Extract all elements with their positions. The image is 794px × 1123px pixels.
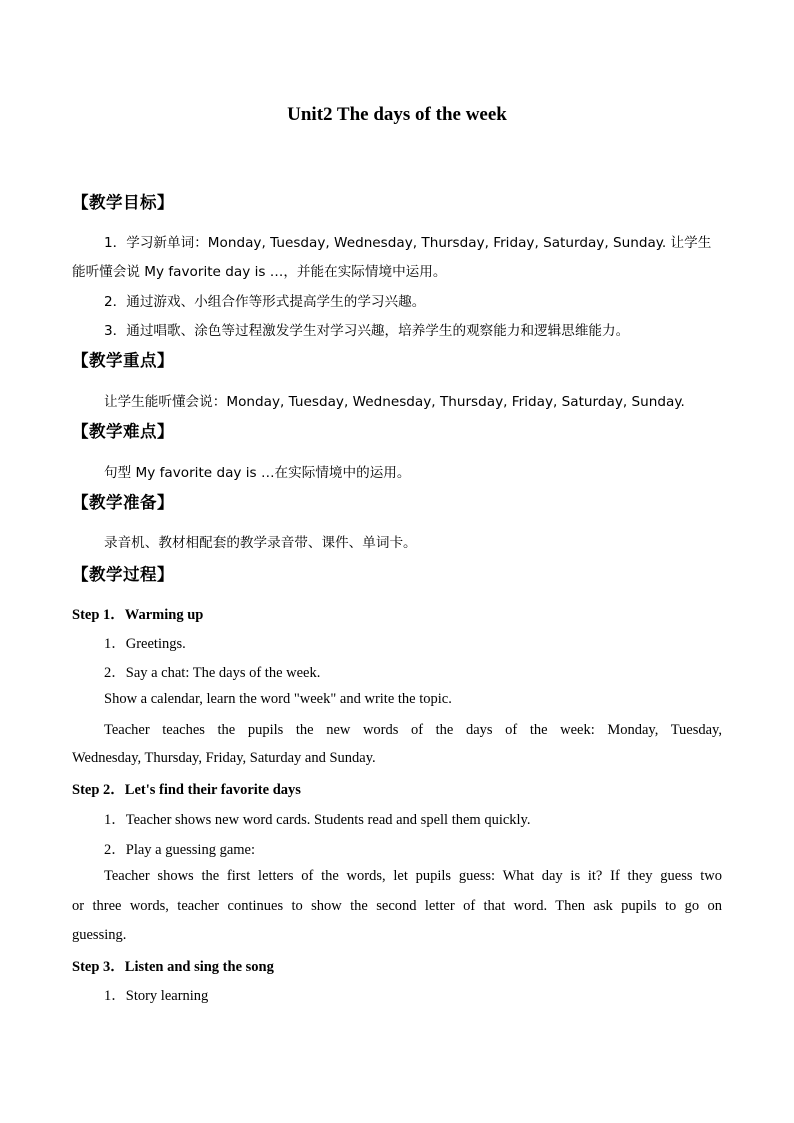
step1-para2-line1: Teacher teaches the pupils the new words of the days of the week: Monday, Tuesday, — [104, 722, 722, 738]
section-heading-goals: 【教学目标】 — [72, 193, 174, 212]
step1-para2-line2: Wednesday, Thursday, Friday, Saturday and Sunday. — [72, 750, 376, 766]
step1-title: Step 1．Warming up — [72, 607, 204, 623]
step1-para1: Show a calendar, learn the word "week" and write the topic. — [104, 691, 452, 707]
key-points-text: 让学生能听懂会说：Monday, Tuesday, Wednesday, Thursday, Friday, Saturday, Sunday. — [104, 394, 685, 410]
step3-title: Step 3．Listen and sing the song — [72, 959, 274, 975]
goals-item2: 2．通过游戏、小组合作等形式提高学生的学习兴趣。 — [104, 294, 426, 310]
section-heading-preparation: 【教学准备】 — [72, 493, 174, 512]
step2-item2: 2．Play a guessing game: — [104, 842, 256, 858]
goals-item1-line2: 能听懂会说 My favorite day is …，并能在实际情境中运用。 — [72, 264, 447, 280]
step2-title: Step 2．Let's find their favorite days — [72, 782, 301, 798]
step2-para-line2: or three words, teacher continues to show the second letter of that word. Then ask pupils to go on — [72, 898, 722, 914]
goals-item3: 3．通过唱歌、涂色等过程激发学生对学习兴趣，培养学生的观察能力和逻辑思维能力。 — [104, 323, 630, 339]
section-heading-process: 【教学过程】 — [72, 565, 174, 584]
section-heading-key-points: 【教学重点】 — [72, 351, 174, 370]
step1-item1: 1．Greetings. — [104, 636, 186, 652]
page-title: Unit2 The days of the week — [287, 104, 507, 125]
step2-para-line3: guessing. — [72, 927, 127, 943]
preparation-text: 录音机、教材相配套的教学录音带、课件、单词卡。 — [104, 535, 417, 551]
step3-item1: 1．Story learning — [104, 988, 209, 1004]
step2-para-line1: Teacher shows the first letters of the words, let pupils guess: What day is it? If they guess two — [104, 868, 722, 884]
step1-item2: 2．Say a chat: The days of the week. — [104, 665, 321, 681]
goals-item1-line1: 1．学习新单词：Monday, Tuesday, Wednesday, Thursday, Friday, Saturday, Sunday. 让学生 — [104, 235, 712, 251]
section-heading-difficulties: 【教学难点】 — [72, 422, 174, 441]
step2-item1: 1．Teacher shows new word cards. Students read and spell them quickly. — [104, 812, 531, 828]
difficulties-text: 句型 My favorite day is …在实际情境中的运用。 — [104, 465, 411, 481]
